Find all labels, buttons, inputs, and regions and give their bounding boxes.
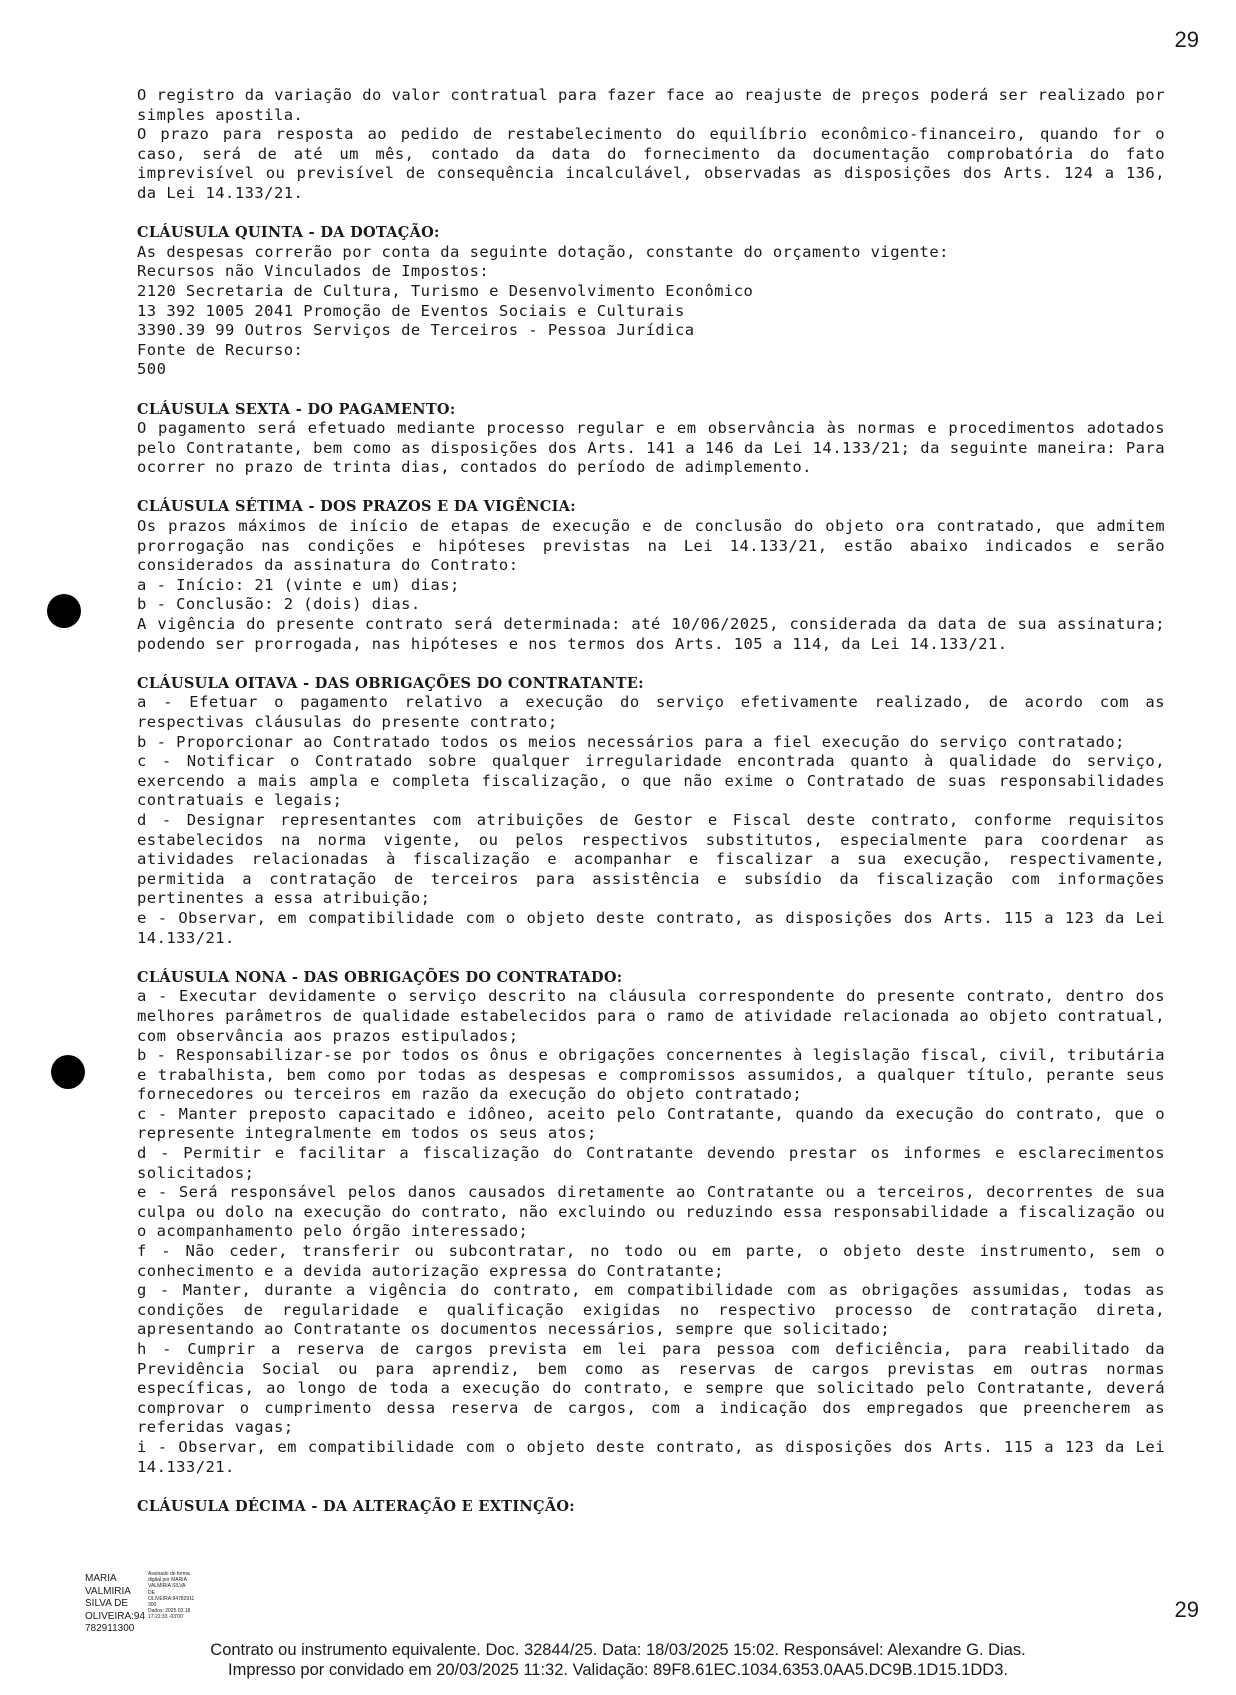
clause-heading-nona: CLÁUSULA NONA - DAS OBRIGAÇÕES DO CONTRATADO: <box>137 968 623 986</box>
clause-item: d - Permitir e facilitar a fiscalização do Contratante devendo prestar os informes e esclarecimentos solicitados; <box>137 1144 1165 1182</box>
clause-line: As despesas correrão por conta da seguinte dotação, constante do orçamento vigente: <box>137 242 949 261</box>
paragraph: Os prazos máximos de início de etapas de execução e de conclusão do objeto ora contratado, que admitem prorrogação nas condições e hipóteses previstas na Lei 14.133/21, estão abaixo indicados e serão considerados da assinatura do Contrato: <box>137 517 1165 575</box>
clause-line: 2120 Secretaria de Cultura, Turismo e Desenvolvimento Econômico <box>137 281 754 300</box>
clause-heading-oitava: CLÁUSULA OITAVA - DAS OBRIGAÇÕES DO CONTRATANTE: <box>137 674 644 692</box>
signature-detail-line: Dados: 2025.03.18 <box>148 1608 191 1615</box>
signature-detail-line: 300 <box>148 1602 157 1609</box>
clause-line: 500 <box>137 360 167 379</box>
signature-name-line: 782911300 <box>85 1623 135 1634</box>
clause-item: g - Manter, durante a vigência do contrato, em compatibilidade com as obrigações assumidas, todas as condições de regularidade e qualificação exigidas no respectivo processo de contratação direta, apresentando ao Contratante os documentos necessários, sempre que solicitado; <box>137 1281 1165 1339</box>
signature-name-line: VALMIRIA <box>85 1585 131 1597</box>
punch-hole-mark <box>47 594 81 628</box>
signature-detail-line: digital por MARIA <box>148 1577 187 1584</box>
paragraph: O pagamento será efetuado mediante processo regular e em observância às normas e procedimentos adotados pelo Contratante, bem como as disposições dos Arts. 141 a 146 da Lei 14.133/21; da seguinte maneira: Para ocorrer no prazo de trinta dias, contados do período de adimplemento. <box>137 419 1165 477</box>
clause-item: h - Cumprir a reserva de cargos prevista em lei para pessoa com deficiência, para reabilitado da Previdência Social ou para aprendiz, bem como as reservas de cargos previstas em outras normas específicas, ao longo de toda a execução do contrato, e sempre que solicitado pelo Contratante, deverá comprovar o cumprimento dessa reserva de cargos, com a indicação dos empregados que preencherem as referidas vagas; <box>137 1340 1165 1437</box>
signature-name-line: OLIVEIRA:94 <box>85 1610 146 1622</box>
clause-item: e - Será responsável pelos danos causados diretamente ao Contratante ou a terceiros, decorrentes de sua culpa ou dolo na execução do contrato, não excluindo ou reduzindo essa responsabilidade a fiscalização ou o acompanhamento pelo órgão interessado; <box>137 1183 1165 1241</box>
clause-item: a - Início: 21 (vinte e um) dias; <box>137 575 460 594</box>
signature-detail-line: 17:22:33 -03'00' <box>148 1614 184 1621</box>
clause-heading-sexta: CLÁUSULA SEXTA - DO PAGAMENTO: <box>137 400 456 418</box>
document-footer <box>0 1640 1236 1680</box>
clause-item: f - Não ceder, transferir ou subcontratar, no todo ou em parte, o objeto deste instrumento, sem o conhecimento e a devida autorização expressa do Contratante; <box>137 1242 1165 1280</box>
page-number-bottom: 29 <box>1174 1597 1199 1622</box>
paragraph: A vigência do presente contrato será determinada: até 10/06/2025, considerada da data de sua assinatura; podendo ser prorrogada, nas hipóteses e nos termos dos Arts. 105 a 114, da Lei 14.133/21. <box>137 615 1165 653</box>
clause-heading-decima: CLÁUSULA DÉCIMA - DA ALTERAÇÃO E EXTINÇÃO: <box>137 1497 575 1515</box>
clause-item: e - Observar, em compatibilidade com o objeto deste contrato, as disposições dos Arts. 115 a 123 da Lei 14.133/21. <box>137 908 1165 947</box>
clause-item: c - Manter preposto capacitado e idôneo, aceito pelo Contratante, quando da execução do contrato, que o represente integralmente em todos os seus atos; <box>137 1104 1165 1143</box>
footer-line: Contrato ou instrumento equivalente. Doc. 32844/25. Data: 18/03/2025 15:02. Responsável: Alexandre G. Dias. <box>210 1641 1026 1659</box>
document-body <box>137 86 1165 1516</box>
signature-details <box>148 1571 210 1621</box>
clause-item: b - Responsabilizar-se por todos os ônus e obrigações concernentes à legislação fiscal, civil, tributária e trabalhista, bem como por todas as despesas e compromissos assumidos, a qualquer título, perante seus fornecedores ou terceiros em razão da execução do objeto contratado; <box>137 1046 1165 1104</box>
clause-item: a - Efetuar o pagamento relativo a execução do serviço efetivamente realizado, de acordo com as respectivas cláusulas do presente contrato; <box>137 693 1165 731</box>
signature-name-line: SILVA DE <box>85 1598 128 1609</box>
clause-heading-quinta: CLÁUSULA QUINTA - DA DOTAÇÃO: <box>137 224 440 242</box>
footer-line: Impresso por convidado em 20/03/2025 11:32. Validação: 89F8.61EC.1034.6353.0AA5.DC9B.1D15.1DD3. <box>228 1661 1008 1679</box>
clause-item: i - Observar, em compatibilidade com o objeto deste contrato, as disposições dos Arts. 115 a 123 da Lei 14.133/21. <box>137 1437 1165 1476</box>
clause-line: 3390.39 99 Outros Serviços de Terceiros - Pessoa Jurídica <box>137 321 695 340</box>
signature-name-line: MARIA <box>85 1573 117 1584</box>
page-number-top: 29 <box>1174 27 1199 52</box>
signature-detail-line: DE <box>148 1589 155 1596</box>
clause-item: b - Conclusão: 2 (dois) dias. <box>137 595 421 614</box>
punch-hole-mark <box>51 1055 85 1089</box>
signature-detail-line: VALMIRIA SILVA <box>148 1583 186 1590</box>
clause-heading-setima: CLÁUSULA SÉTIMA - DOS PRAZOS E DA VIGÊNCIA: <box>137 498 576 516</box>
clause-item: b - Proporcionar ao Contratado todos os meios necessários para a fiel execução do serviço contratado; <box>137 732 1125 751</box>
paragraph: O registro da variação do valor contratual para fazer face ao reajuste de preços poderá ser realizado por simples apostila. <box>137 86 1165 124</box>
clause-item: d - Designar representantes com atribuições de Gestor e Fiscal deste contrato, conforme requisitos estabelecidos na norma vigente, ou pelos respectivos substitutos, especialmente para coordenar as atividades relacionadas à fiscalização e acompanhar e fiscalizar a sua execução, respectivamente, permitida a contratação de terceiros para assistência e subsídio da fiscalização com informações pertinentes a essa atribuição; <box>137 810 1165 908</box>
clause-line: 13 392 1005 2041 Promoção de Eventos Sociais e Culturais <box>137 301 685 320</box>
signature-detail-line: OLIVEIRA:94782911 <box>148 1595 195 1602</box>
paragraph: O prazo para resposta ao pedido de restabelecimento do equilíbrio econômico-financeiro, quando for o caso, será de até um mês, contado da data do fornecimento da documentação comprobatória do fato imprevisível ou previsível de consequência incalculável, observadas as disposições dos Arts. 124 a 136, da Lei 14.133/21. <box>137 125 1165 202</box>
signature-name <box>85 1573 145 1636</box>
signature-detail-line: Assinado de forma <box>148 1571 190 1577</box>
clause-line: Fonte de Recurso: <box>137 340 304 359</box>
clause-line: Recursos não Vinculados de Impostos: <box>137 262 490 281</box>
clause-item: a - Executar devidamente o serviço descrito na cláusula correspondente do presente contrato, dentro dos melhores parâmetros de qualidade estabelecidos para o ramo de atividade relacionada ao objeto contratual, com observância aos prazos estipulados; <box>137 987 1165 1045</box>
clause-item: c - Notificar o Contratado sobre qualquer irregularidade encontrada quanto à qualidade do serviço, exercendo a mais ampla e completa fiscalização, o que não exime o Contratado de suas responsabilidades contratuais e legais; <box>137 752 1165 810</box>
